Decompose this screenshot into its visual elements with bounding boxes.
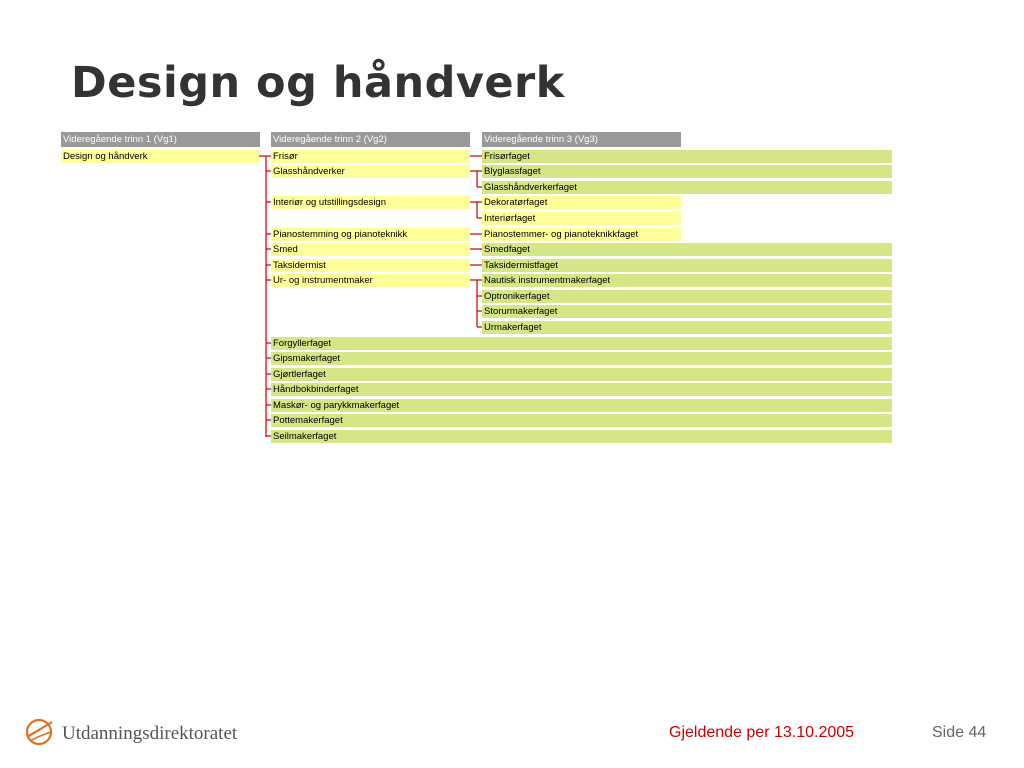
footer-brand: Utdanningsdirektoratet (62, 723, 238, 744)
vg3-item: Taksidermistfaget (482, 259, 892, 272)
page-number: Side 44 (932, 724, 987, 741)
vg2-item: Smed (271, 243, 470, 256)
vg2-item: Glasshåndverker (271, 165, 470, 178)
vg3-item: Blyglassfaget (482, 165, 892, 178)
vg3-item: Dekoratørfaget (482, 196, 681, 209)
vg2-item: Taksidermist (271, 259, 470, 272)
header-vg1: Videregående trinn 1 (Vg1) (61, 132, 260, 147)
vg2-item: Frisør (271, 150, 470, 163)
vg3-item: Optronikerfaget (482, 290, 892, 303)
vg3-item: Frisørfaget (482, 150, 892, 163)
vg3-item: Interiørfaget (482, 212, 681, 225)
vg3-item: Glasshåndverkerfaget (482, 181, 892, 194)
vg3-item: Urmakerfaget (482, 321, 892, 334)
header-vg2: Videregående trinn 2 (Vg2) (271, 132, 470, 147)
logo-icon (24, 716, 56, 748)
vg2-item: Ur- og instrumentmaker (271, 274, 470, 287)
apprenticeship-item: Pottemakerfaget (271, 414, 892, 427)
vg3-item: Storurmakerfaget (482, 305, 892, 318)
vg1-item: Design og håndverk (61, 150, 260, 163)
vg3-item: Pianostemmer- og pianoteknikkfaget (482, 228, 681, 241)
apprenticeship-item: Seilmakerfaget (271, 430, 892, 443)
apprenticeship-item: Maskør- og parykkmakerfaget (271, 399, 892, 412)
header-vg3: Videregående trinn 3 (Vg3) (482, 132, 681, 147)
vg2-item: Interiør og utstillingsdesign (271, 196, 470, 209)
apprenticeship-item: Gjørtlerfaget (271, 368, 892, 381)
apprenticeship-item: Håndbokbinderfaget (271, 383, 892, 396)
footer-date: Gjeldende per 13.10.2005 (669, 724, 855, 741)
apprenticeship-item: Gipsmakerfaget (271, 352, 892, 365)
page-title: Design og håndverk (71, 58, 565, 108)
vg3-item: Smedfaget (482, 243, 892, 256)
apprenticeship-item: Forgyllerfaget (271, 337, 892, 350)
vg2-item: Pianostemming og pianoteknikk (271, 228, 470, 241)
vg3-item: Nautisk instrumentmakerfaget (482, 274, 892, 287)
